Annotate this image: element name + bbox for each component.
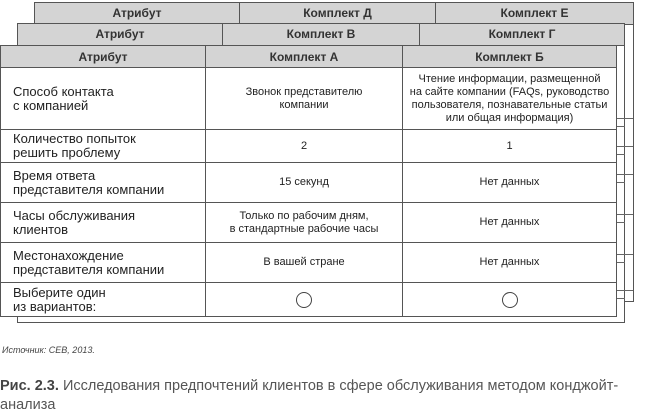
table-row — [1, 203, 617, 243]
choose-set-b-radio[interactable] — [502, 292, 518, 308]
choice-cell-a — [206, 283, 403, 317]
table-row — [1, 163, 617, 203]
row-value-b: 1 — [403, 130, 617, 163]
figure-caption — [0, 377, 645, 415]
row-value-a: Только по рабочим дням, в стандартные рабочие часы — [206, 203, 403, 243]
row-value-b: Нет данных — [403, 243, 617, 283]
row-value-a: 2 — [206, 130, 403, 163]
row-value-b: Чтение информации, размещенной на сайте компании (FAQs, руководство пользователя, познавательные статьи или общая информация) — [403, 68, 617, 130]
back-card-header — [35, 3, 633, 25]
back-card-header-set-d: Комплект Д — [240, 3, 436, 24]
row-attribute: Способ контакта с компанией — [1, 68, 206, 130]
middle-card-header-set-g: Комплект Г — [488, 27, 556, 41]
source-note: Источник: CEB, 2013. — [2, 345, 95, 355]
figure-label: Рис. 2.3. — [0, 378, 59, 394]
row-value-b: Нет данных — [403, 163, 617, 203]
table-row — [1, 130, 617, 163]
row-value-b: Нет данных — [403, 203, 617, 243]
row-value-a: В вашей стране — [206, 243, 403, 283]
choose-set-a-radio[interactable] — [296, 292, 312, 308]
row-attribute: Время ответа представителя компании — [1, 163, 206, 203]
table-row — [1, 68, 617, 130]
row-attribute: Местонахождение представителя компании — [1, 243, 206, 283]
header-set-a: Комплект А — [206, 46, 403, 68]
back-card-header-attribute: Атрибут — [35, 3, 240, 24]
row-attribute: Часы обслуживания клиентов — [1, 203, 206, 243]
figure-caption-text: Исследования предпочтений клиентов в сфере обслуживания методом конджойт-анализа — [0, 378, 619, 413]
choice-cell-b — [403, 283, 617, 317]
table-header-row — [1, 46, 617, 68]
header-set-b: Комплект Б — [403, 46, 617, 68]
row-attribute: Количество попыток решить проблему — [1, 130, 206, 163]
choice-prompt: Выберите один из вариантов: — [1, 283, 206, 317]
table-row — [1, 243, 617, 283]
header-attribute: Атрибут — [1, 46, 206, 68]
row-value-a: 15 секунд — [206, 163, 403, 203]
middle-card-header-set-v: Комплект В — [223, 24, 420, 45]
middle-card-header — [18, 24, 624, 46]
middle-card-header-attribute: Атрибут — [18, 24, 223, 45]
conjoint-choice-table — [0, 45, 617, 317]
choice-row — [1, 283, 617, 317]
row-value-a: Звонок представителю компании — [206, 68, 403, 130]
back-card-header-set-e: Комплект Е — [500, 6, 569, 20]
